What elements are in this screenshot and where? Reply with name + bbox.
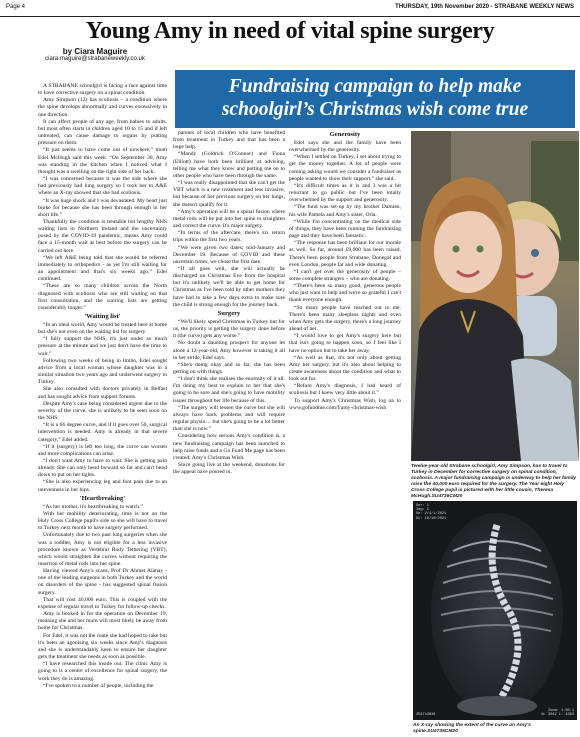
col2-paragraph: “In terms of the aftercare, there's six return trips within the first two years.	[173, 230, 285, 244]
col2-paragraph: parents of local children who have benefited from treatment in Turkey and that has been a huge help.	[173, 130, 285, 151]
col1-paragraph: “These are so many children across the North diagnosed with scoliosis who are still waiting on that first consultation, and the waiting lists are getting considerably longer.”	[38, 283, 167, 311]
col3-paragraph: “Before Amy's diagnosis, I had heard of scoliosis but I knew very little about it.”	[289, 383, 401, 397]
col1-paragraph: It can affect people of any age, from babies to adults, but most often starts in children aged 10 to 15 and if left untreated, can cause damage to organs by putting pressure on them.	[38, 118, 167, 147]
xray-series: Ser: 1	[416, 504, 429, 508]
col2-paragraph: “We'll likely spend Christmas in Turkey but for us, the priority is getting the surgery done before it (the curve) gets any worse.”	[173, 318, 285, 340]
col1-paragraph: “I fully support the NHS, it's just under so much pressure at the minute and we just don't have the time to wait.”	[38, 336, 167, 357]
photo-image	[411, 131, 579, 461]
banner-line-2: schoolgirl’s Christmas wish come true	[221, 99, 529, 120]
col1-paragraph: “I was concerned because it was the side where she had previously had lung surgery so I took her to A&E where an X-ray showed that she had scoliosis.	[38, 176, 167, 197]
col1-paragraph: “As her mother, it's heartbreaking to watch.”	[43, 503, 143, 510]
col3-paragraph: “The fund was set-up by my brother Damien, his wife Pamela and Amy's sister, Orla.	[289, 204, 401, 218]
col1-paragraph: “I don't want Amy to have to wait. She is getting pain already. She can only bend forward so far and can't bend down to put on her tights.	[38, 457, 167, 479]
xray-image-num: Img: 1	[416, 508, 429, 513]
byline-name: by Ciara Maguire	[62, 47, 128, 56]
col3-paragraph: “The response has been brilliant for our morale as well. So far, around £9,000 has been raised. There's been people from Strabane, Donegal and even London, people far and wide donating.	[289, 240, 401, 268]
xray-image	[413, 501, 577, 720]
col1-paragraph: Following two weeks of being in limbo, Edel sought advice from a local woman whose daughter was in a similar situation two years ago and underwent surgery in Turkey.	[38, 357, 167, 386]
col3-paragraph: “I would love to get Amy's surgery here but that isn't going to happen soon, so I feel like I have no option but to take her away.	[289, 333, 401, 354]
col1-paragraph: Unfortunately due to two past lung surgeries when she was a toddler, Amy is not eligible for a less invasive procedure known as Vertebral Body Tethering (VBT), which would straighten the curves without requiring the insertion of metal rods into her spine.	[38, 532, 167, 567]
col3-paragraph: “So many people have reached out to me. There's been many sleepless nights and even when Amy gets the surgery, there's a long journey ahead of her.	[289, 304, 401, 333]
col1-paragraph: “She is also experiencing leg and foot pain due to an unevenness in her hips.	[38, 479, 167, 493]
article-column-1	[38, 83, 167, 734]
col1-paragraph: Amy is booked in for the operation on December 19, meaning she and her mum will most likely be away from home for Christmas.	[38, 611, 167, 632]
col1-paragraph: “If it (surgery) is left too long, the curve can worsen and more complications can arise.	[38, 443, 167, 457]
subheading: 'Heartbreaking'	[79, 494, 126, 502]
byline	[20, 47, 170, 62]
photo-caption: Twelve-year-old Strabane schoolgirl, Amy Simpson, has to travel to Turkey in December for corrective surgery on spinal condition, scoliosis. A major fundraising campaign is underway to help her family raise the 40,000 euro required for the surgery. The Year eight Holy Cross College pupil is pictured with her little cousin, Theresa McHugh.SU4736CM20	[411, 464, 577, 499]
col2-paragraph: “I don't think she realises the enormity of it all. I'm doing my best to explain to her that she's going to be sore and she's going to have mobility issues throughout her life because of this.	[173, 376, 285, 404]
page-header	[0, 0, 580, 17]
col1-paragraph: “I've spoken to a number of people, including the	[43, 682, 154, 689]
banner-line-1: Fundraising campaign to help make	[228, 76, 522, 97]
col3-paragraph: “There's been so many good, generous people who just want to help and we're so grateful I can't thank everyone enough.	[289, 283, 401, 304]
col2-paragraph: “Mandy (Goldrick O'Connor) and Fiona (Elliott) have both been brilliant at advising, telling me what they know and putting me on to other people who have been through the same.	[173, 151, 285, 179]
article-column-3	[289, 130, 401, 734]
col1-paragraph: With her mobility deteriorating, time is not on the Holy Cross College pupil's side so she will have to travel to Turkey next month to have surgery performed.	[38, 510, 167, 532]
col3-paragraph: Edel says she and the family have been overwhelmed by the generosity.	[289, 140, 401, 154]
col3-paragraph: “It's difficult times as it is and I was a bit reluctant to go public but I've been totally overwhelmed by the support and generosity.	[289, 182, 401, 204]
col1-paragraph: “It just seems to have come out of nowhere,” mum Edel McHugh said this week. “On September 30, Amy was standing in the kitchen when I noticed what I thought was a swelling on the right side of her back.	[38, 147, 167, 175]
xray-zoom: Zoom: 1.00:1	[548, 708, 574, 713]
col1-paragraph: A STRABANE schoolgirl is facing a race against time to have corrective surgery on a spinal condition.	[38, 83, 167, 97]
xray-study-date: St: 10/10/2021	[416, 516, 447, 521]
col1-paragraph: For Edel, it was not the route she had hoped to take but it's been an agonising six weeks since Amy's diagnosis and she is understandably keen to ensure her daughter gets the treatment she needs as soon as possible.	[38, 632, 167, 661]
col3-paragraph: To support Amy's Christmas Wish, log on to www.gofundme.com/f/amy-christmas-wish	[289, 397, 401, 411]
col1-paragraph: “It is a 66 degree curve, and if it goes over 50, surgical intervention is needed. Amy is already in that severe category,” Edel added.	[38, 422, 167, 443]
col1-paragraph: Thankfully the condition is treatable but lengthy NHS waiting lists in Northern Ireland and the uncertainty posed by the COVID-19 pandemic, means Amy could face a 15-month wait at best before the surgery can be carried out here.	[38, 218, 167, 254]
col1-paragraph: Having viewed Amy's scans, Prof Dr Ahmet Alanay - one of the leading surgeons in both Turkey and the world on disorders of the spine - has suggested spinal fusion surgery.	[38, 568, 167, 596]
col3-paragraph: “When I settled on Turkey, I set about trying to get the money together. A lot of people were coming asking would we consider a fundraiser as people wanted to show their support,” she said.	[289, 154, 401, 182]
col2-paragraph: No doubt a daunting prospect for anyone let alone a 12-year-old, Amy however is taking it all in her stride, Edel says.	[173, 340, 285, 361]
col1-paragraph: “In an ideal world, Amy would be treated here at home but she's not even on the waiting list for surgery.	[38, 322, 167, 336]
col3-paragraph: “As well as that, it's not only about getting Amy her surgery, but it's also about helping to create awareness about the condition and what to look out for.	[289, 354, 401, 383]
subheading: Generosity	[329, 131, 361, 138]
subheading: 'Waiting list'	[84, 313, 121, 320]
col1-paragraph: “We left A&E being told that she would be referred immediately to orthopedics - as yet I'm still waiting for an appointment and that's six weeks ago,” Edel continued.	[38, 254, 167, 283]
col1-paragraph: She also consulted with doctors privately in Belfast and has sought advice from support forums.	[38, 386, 167, 400]
col2-paragraph: Considering how serious Amy's condition is, a new fundraising campaign has been launched to help raise funds and a Go Fund Me page has been created: Amy's Christmas Wish.	[173, 433, 285, 461]
col2-paragraph: Since going live at the weekend, donations for the appeal have poured in.	[173, 462, 285, 476]
col2-paragraph: “I was really disappointed that she can't get the VBT which is a new treatment and less invasive, but because of her previous surgery on her lungs, she doesn't qualify for it.	[173, 180, 285, 208]
subheading: Surgery	[217, 309, 241, 317]
xray-matrix: 2567x3036	[416, 712, 436, 717]
col1-paragraph: Amy Simpson (12) has scoliosis – a condition where the spine develops abnormally and curves excessively in one direction.	[38, 97, 167, 118]
headline: Young Amy in need of vital spine surgery	[85, 18, 495, 44]
article-column-2	[173, 130, 285, 734]
date-line: THURSDAY, 19th November 2020 - STRABANE WEEKLY NEWS	[395, 4, 574, 10]
col2-paragraph: “Amy's operation will be a spinal fusion where metal rods will be put into her spine to straighten and correct the curve. It's major surgery.	[173, 208, 285, 230]
xray-caption: An X-ray showing the extent of the curve on Amy's spine.SU4735CM20	[413, 723, 531, 734]
byline-email: ciara.maguire@strabaneweekly.co.uk	[45, 56, 145, 62]
col1-paragraph: “It was huge shock and I was devastated. My heart just broke for because she has been through enough in her short life.”	[38, 197, 167, 218]
xray-series-date: Se: 2/4/1/2021	[416, 512, 447, 517]
xray-window: W: 3042 L: 4383	[541, 712, 574, 717]
col1-paragraph: “I have researched this inside out. The clinic Amy is going to is a centre of excellence for spinal surgery, the work they do is amazing.	[38, 661, 167, 682]
col3-paragraph: “I can't get over the generosity of people – some complete strangers – who are donating.	[289, 268, 401, 282]
col3-paragraph: “While I'm concentrating on the medical side of things, they have been running the fundraising page and they have been fantastic.	[289, 218, 401, 240]
col1-paragraph: Despite Amy's case being considered urgent due to the severity of the curve, she is unlikely to be seen soon on the NHS.	[38, 400, 167, 422]
photo-amy-and-cousin	[411, 131, 579, 461]
col2-paragraph: “If all goes well, she will actually be discharged on Christmas Eve from the hospital but it's unlikely we'll be able to get home for Christmas as I've been told by other mothers they have had to take a few days extra to make sure the child is strong enough for the journey back.	[173, 265, 285, 308]
page-number: Page 4	[6, 4, 26, 10]
fundraising-banner	[175, 70, 575, 128]
col2-paragraph: “The surgery will lessen the curve but she will always have back problems and will require regular physio… but she's going to be a lot better than she is now.”	[173, 404, 285, 433]
col2-paragraph: “She's doing okay and so far, she has been getting on with things.	[173, 361, 285, 375]
col1-paragraph: That will cost 40,000 euro. This is coupled with the expense of regular travel to Turkey for follow-up checks.	[38, 596, 167, 610]
xray-graphic	[413, 501, 577, 720]
col2-paragraph: “We were given two dates; mid-January and December 19. Because of COVID and these uncertain times, we chose the first date.	[173, 244, 285, 265]
